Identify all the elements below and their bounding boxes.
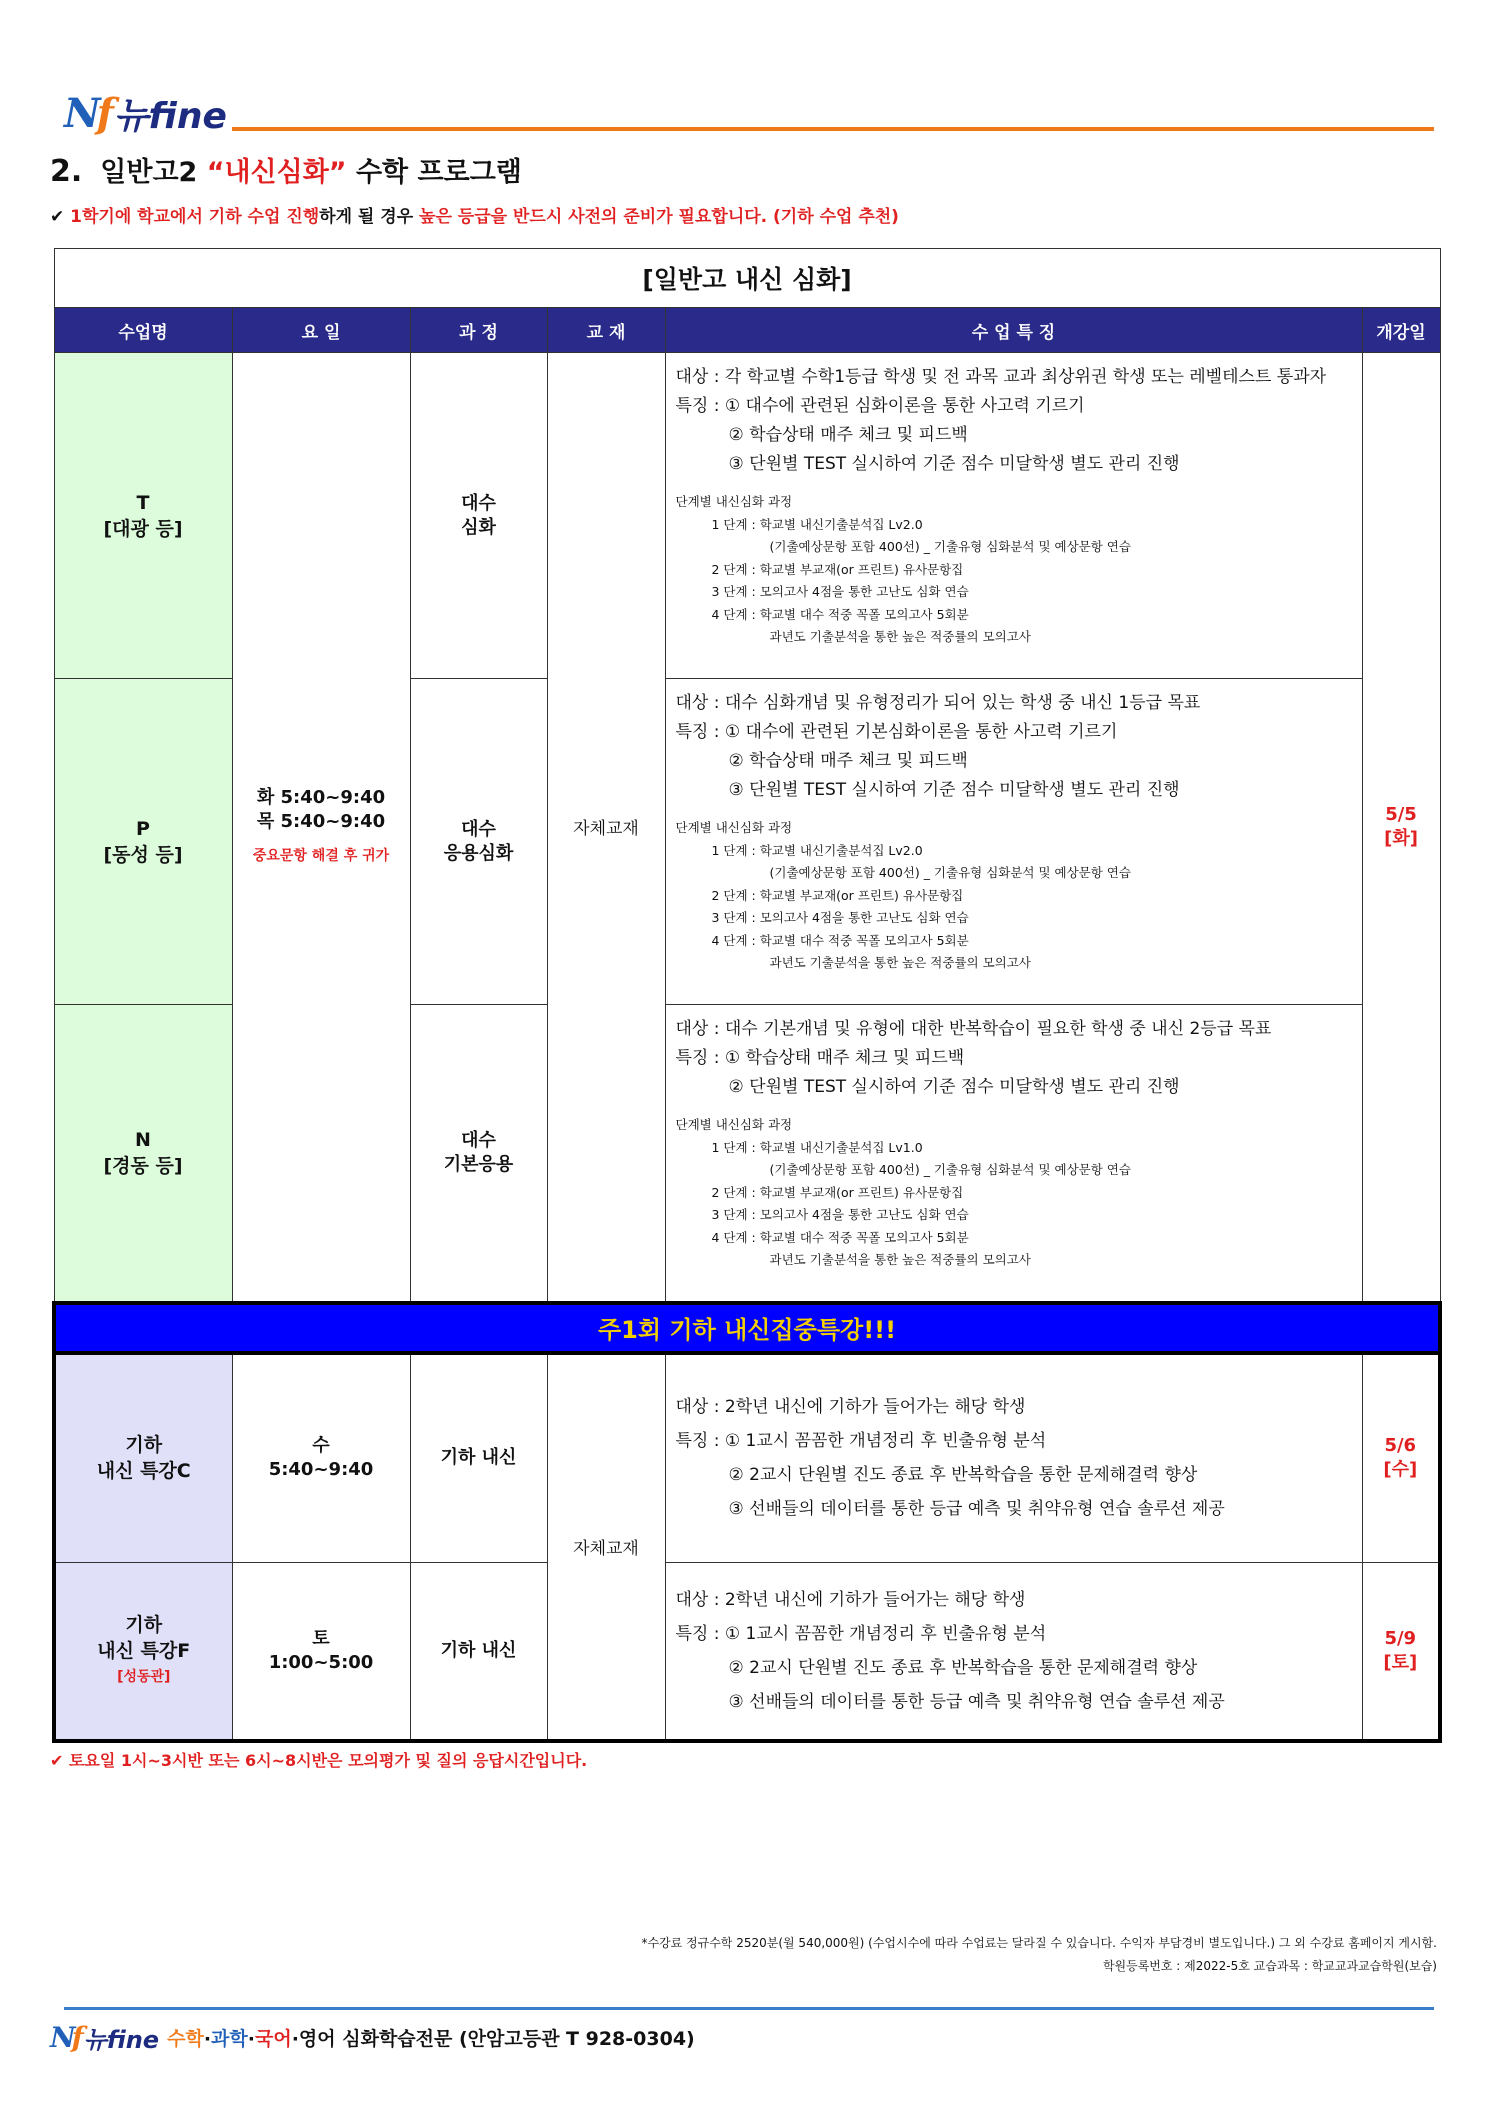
table-banner: [일반고 내신 심화]	[54, 249, 1440, 308]
check-icon: ✔	[50, 207, 65, 227]
footer-tagline: 수학·과학·국어·영어 심화학습전문 (안암고등관 T 928-0304)	[167, 2028, 695, 2050]
col-header: 개강일	[1362, 308, 1440, 353]
schedule-cell: 수 5:40~9:40	[232, 1353, 410, 1563]
class-name-cell: 기하 내신 특강C	[54, 1353, 232, 1563]
table-row	[54, 1563, 1440, 1741]
feature-cell: 대상 : 각 학교별 수학1등급 학생 및 전 과목 교과 최상위권 학생 또는 레벨테스트 통과자 특징 : ① 대수에 관련된 심화이론을 통한 사고력 기르기 ② 학습상태 매주 체크 및 피드백 ③ 단원별 TEST 실시하여 기준 점수 미달학생 별도 관리 진행 단계별 내신심화 과정 1 단계 : 학교별 내신기출분석집 Lv2.0 (기출예상문항 포함 400선) _ 기출유형 심화분석 및 예상문항 연습 2 단계 : 학교별 부교재(or 프린트) 유사문항집 3 단계 : 모의고사 4점을 통한 고난도 심화 연습 4 단계 : 학교별 대수 적중 꼭폴 모의고사 5회분 과년도 기출분석을 통한 높은 적중률의 모의고사	[665, 353, 1362, 679]
course-cell: 대수 심화	[410, 353, 547, 679]
class-name-cell: T [대광 등]	[54, 353, 232, 679]
feature-cell: 대상 : 2학년 내신에 기하가 들어가는 해당 학생 특징 : ① 1교시 꼼꼼한 개념정리 후 빈출유형 분석 ② 2교시 단원별 진도 종료 후 반복학습을 통한 문제해결력 향상 ③ 선배들의 데이터를 통한 등급 예측 및 취약유형 연습 솔루션 제공	[665, 1563, 1362, 1741]
header	[64, 88, 1434, 138]
column-header-row	[54, 308, 1440, 353]
registration-note: 학원등록번호 : 제2022-5호 교습과목 : 학교교과교습학원(보습)	[1102, 1959, 1437, 1973]
textbook-cell: 자체교재	[547, 1353, 665, 1741]
schedule-cell: 화 5:40~9:40 목 5:40~9:40 중요문항 해결 후 귀가	[232, 353, 410, 1303]
footer-divider	[64, 2007, 1434, 2010]
special-banner: 주1회 기하 내신집중특강!!!	[54, 1303, 1440, 1353]
course-cell: 기하 내신	[410, 1353, 547, 1563]
header-divider	[232, 127, 1434, 131]
feature-cell: 대상 : 대수 기본개념 및 유형에 대한 반복학습이 필요한 학생 중 내신 2등급 목표 특징 : ① 학습상태 매주 체크 및 피드백 ② 단원별 TEST 실시하여 기준 점수 미달학생 별도 관리 진행 단계별 내신심화 과정 1 단계 : 학교별 내신기출분석집 Lv1.0 (기출예상문항 포함 400선) _ 기출유형 심화분석 및 예상문항 연습 2 단계 : 학교별 부교재(or 프린트) 유사문항집 3 단계 : 모의고사 4점을 통한 고난도 심화 연습 4 단계 : 학교별 대수 적중 꼭폴 모의고사 5회분 과년도 기출분석을 통한 높은 적중률의 모의고사	[665, 1005, 1362, 1303]
logo-mark: Nf	[64, 89, 110, 137]
col-header: 수업명	[54, 308, 232, 353]
table-row	[54, 1353, 1440, 1563]
feature-cell: 대상 : 2학년 내신에 기하가 들어가는 해당 학생 특징 : ① 1교시 꼼꼼한 개념정리 후 빈출유형 분석 ② 2교시 단원별 진도 종료 후 반복학습을 통한 문제해결력 향상 ③ 선배들의 데이터를 통한 등급 예측 및 취약유형 연습 솔루션 제공	[665, 1353, 1362, 1563]
class-name-cell: 기하 내신 특강F [성동관]	[54, 1563, 232, 1741]
open-date-cell: 5/5 [화]	[1362, 353, 1440, 1303]
program-table	[52, 248, 1442, 1743]
page-title: 2. 일반고2 “내신심화” 수학 프로그램	[50, 154, 522, 189]
col-header: 수 업 특 징	[665, 308, 1362, 353]
class-name-cell: N [경동 등]	[54, 1005, 232, 1303]
schedule-cell: 토 1:00~5:00	[232, 1563, 410, 1741]
open-date-cell: 5/6 [수]	[1362, 1353, 1440, 1563]
open-date-cell: 5/9 [토]	[1362, 1563, 1440, 1741]
table-row	[54, 353, 1440, 679]
col-header: 요 일	[232, 308, 410, 353]
col-header: 교 재	[547, 308, 665, 353]
branch-label: [성동관]	[117, 1668, 171, 1685]
col-header: 과 정	[410, 308, 547, 353]
fee-note: *수강료 정규수학 2520분(월 540,000원) (수업시수에 따라 수업료는 달라질 수 있습니다. 수익자 부담경비 별도입니다.) 그 외 수강료 홈페이지 게시함.	[641, 1936, 1437, 1950]
course-cell: 대수 기본응용	[410, 1005, 547, 1303]
saturday-note: ✔ 토요일 1시~3시반 또는 6시~8시반은 모의평가 및 질의 응답시간입니다.	[50, 1751, 588, 1770]
footer-logo-mark: Nf	[50, 2021, 80, 2054]
footer	[50, 2020, 695, 2055]
course-cell: 대수 응용심화	[410, 679, 547, 1005]
logo-text: 뉴fine	[113, 95, 227, 137]
logo	[64, 88, 227, 138]
class-name-cell: P [동성 등]	[54, 679, 232, 1005]
special-banner-row	[54, 1303, 1440, 1353]
course-cell: 기하 내신	[410, 1563, 547, 1741]
feature-cell: 대상 : 대수 심화개념 및 유형정리가 되어 있는 학생 중 내신 1등급 목표 특징 : ① 대수에 관련된 기본심화이론을 통한 사고력 기르기 ② 학습상태 매주 체크 및 피드백 ③ 단원별 TEST 실시하여 기준 점수 미달학생 별도 관리 진행 단계별 내신심화 과정 1 단계 : 학교별 내신기출분석집 Lv2.0 (기출예상문항 포함 400선) _ 기출유형 심화분석 및 예상문항 연습 2 단계 : 학교별 부교재(or 프린트) 유사문항집 3 단계 : 모의고사 4점을 통한 고난도 심화 연습 4 단계 : 학교별 대수 적중 꼭폴 모의고사 5회분 과년도 기출분석을 통한 높은 적중률의 모의고사	[665, 679, 1362, 1005]
footer-logo-text: 뉴fine	[83, 2026, 160, 2054]
textbook-cell: 자체교재	[547, 353, 665, 1303]
notice-line: ✔ 1학기에 학교에서 기하 수업 진행하게 될 경우 높은 등급을 반드시 사전의 준비가 필요합니다. (기하 수업 추천)	[50, 207, 899, 227]
